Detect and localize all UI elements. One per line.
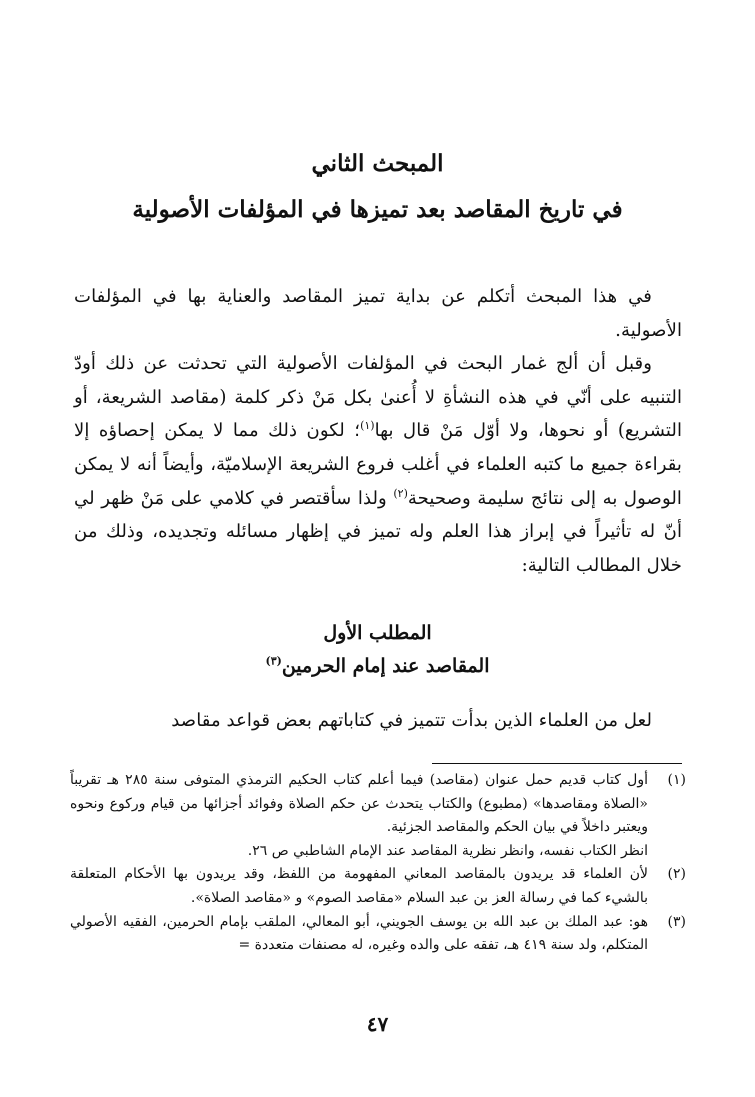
- section-text: [74, 704, 682, 738]
- footnote-1: [70, 769, 686, 863]
- footnote-3: [70, 911, 686, 958]
- chapter-subtitle: في تاريخ المقاصد بعد تميزها في المؤلفات الأصولية: [132, 196, 623, 223]
- intro-paragraph-2-part-a: وقبل أن ألج غمار البحث في المؤلفات الأصولية التي تحدثت عن ذلك أودّ التنبيه على أنّي في هذه النشأةِ لا أُعنىٰ بكل مَنْ ذكر كلمة (مقاصد الشريعة، أو التشريع) أو نحوها، ولا أوّل مَنْ قال بها: [74, 353, 683, 442]
- intro-text: [74, 280, 682, 582]
- footnote-divider: [432, 763, 682, 764]
- footnote-ref-1: (١): [360, 419, 375, 433]
- intro-paragraph-2-part-b: ؛ لكون ذلك مما لا يمكن إحصاؤه إلا بقراءة جميع ما كتبه العلماء في أغلب فروع الشريعة الإسلاميّة، وأيضاً أنه لا يمكن الوصول به إلى نتائج سليمة وصحيحة: [74, 420, 682, 509]
- footnote-number: (٢): [667, 866, 686, 883]
- footnote-ref-2: (٢): [393, 486, 408, 500]
- chapter-title: المبحث الثاني: [311, 150, 444, 177]
- section-subtitle-text: المقاصد عند إمام الحرمين: [281, 655, 490, 677]
- intro-paragraph-2: [74, 347, 682, 582]
- section-paragraph: لعل من العلماء الذين بدأت تتميز في كتاباتهم بعض قواعد مقاصد: [171, 710, 652, 731]
- footnote-line: انظر الكتاب نفسه، وانظر نظرية المقاصد عند الإمام الشاطبي ص ٢٦.: [247, 842, 648, 859]
- footnote-number: (٣): [667, 913, 686, 930]
- section-subtitle: [60, 655, 695, 677]
- footnote-line: أول كتاب قديم حمل عنوان (مقاصد) فيما أعلم كتاب الحكيم الترمذي المتوفى سنة ٢٨٥ هـ تقريباً «الصلاة ومقاصدها» (مطبوع) والكتاب يتحدث عن حكم الصلاة وفوائد أجزائها من قيام وركوع ونحوه ويعتبر داخلاً في بيان الحكم والمقاصد الجزئية.: [70, 772, 648, 836]
- section-title: المطلب الأول: [323, 622, 432, 644]
- footnote-text: [70, 911, 648, 958]
- footnote-2: [70, 863, 686, 910]
- footnotes: [70, 769, 686, 958]
- footnote-number: (١): [667, 772, 686, 788]
- footnote-line: لأن العلماء قد يريدون بالمقاصد المعاني المفهومة من اللفظ، وقد يريدون بها الأحكام المتعلقة بالشيء كما في رسالة العز بن عبد السلام «مقاصد الصوم» و «مقاصد الصلاة».: [70, 866, 648, 906]
- footnote-text: [70, 863, 648, 910]
- footnote-text: [70, 769, 648, 863]
- footnote-line: هو: عبد الملك بن عبد الله بن يوسف الجويني، أبو المعالي، الملقب بإمام الحرمين، الفقيه الأصولي المتكلم، ولد سنة ٤١٩ هـ، تفقه على والده وغيره، له مصنفات متعددة =: [70, 913, 648, 954]
- intro-paragraph-1: في هذا المبحث أتكلم عن بداية تميز المقاصد والعناية بها في المؤلفات الأصولية.: [74, 286, 682, 341]
- footnote-ref-3: (٣): [265, 654, 282, 668]
- page-number: ٤٧: [366, 1012, 389, 1036]
- intro-paragraph-2-part-c: ولذا سأقتصر في كلامي على مَنْ ظهر لي أنّ له تأثيراً في إبراز هذا العلم وله تميز في إظهار مسائله وتجديده، وذلك من خلال المطالب التالية:: [74, 487, 682, 576]
